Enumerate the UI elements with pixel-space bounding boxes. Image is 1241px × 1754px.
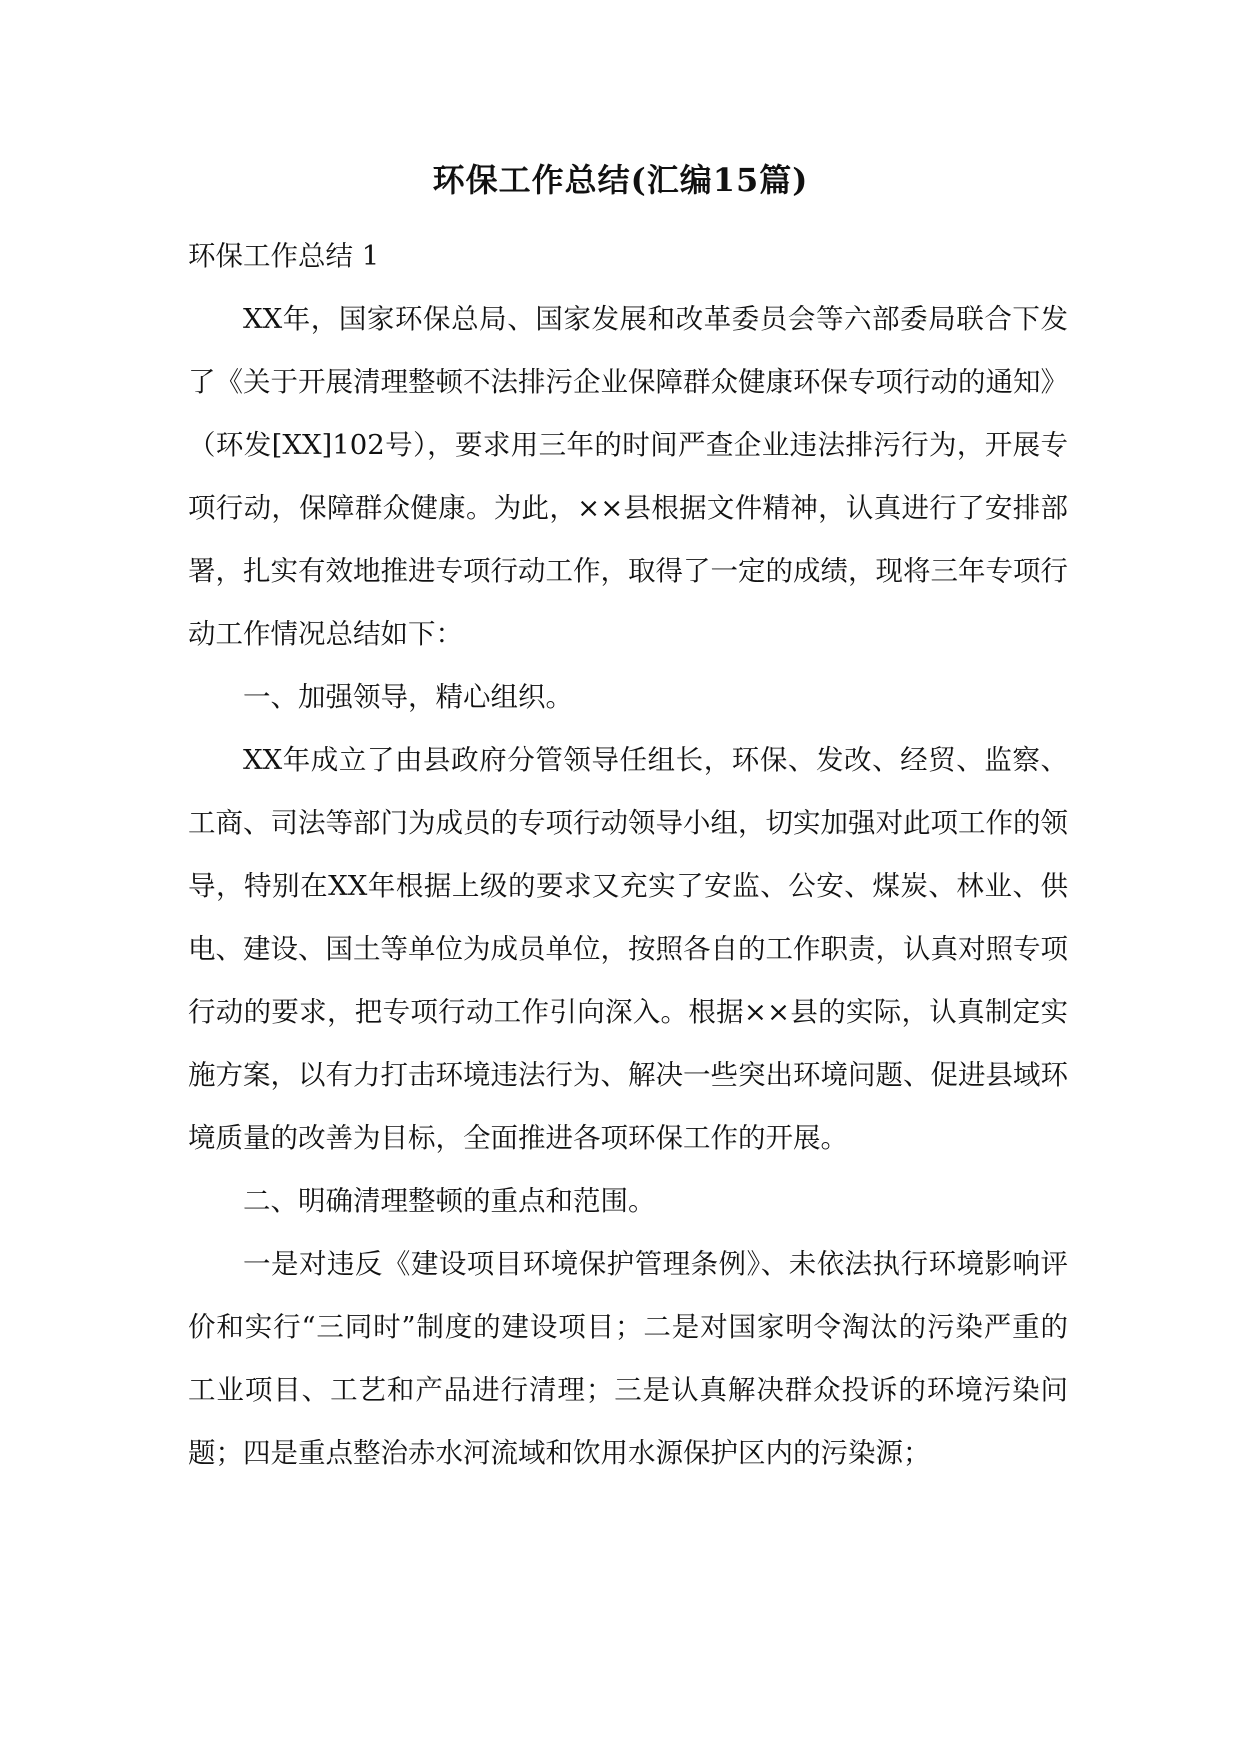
document-title: 环保工作总结(汇编15篇)	[432, 161, 809, 199]
paragraph-intro: XX年，国家环保总局、国家发展和改革委员会等六部委局联合下发了《关于开展清理整顿不法排污企业保障群众健康环保专项行动的通知》（环发[XX]102号），要求用三年的时间严查企业违法排污行为，开展专项行动，保障群众健康。为此，××县根据文件精神，认真进行了安排部署，扎实有效地推进专项行动工作，取得了一定的成绩，现将三年专项行动工作情况总结如下：	[188, 303, 1068, 650]
paragraph-scope: 一是对违反《建设项目环境保护管理条例》、未依法执行环境影响评价和实行“三同时”制度的建设项目；二是对国家明令淘汰的污染严重的工业项目、工艺和产品进行清理；三是认真解决群众投诉的环境污染问题；四是重点整治赤水河流域和饮用水源保护区内的污染源；	[188, 1248, 1068, 1469]
section-subtitle: 环保工作总结 1	[188, 240, 380, 272]
document-body	[188, 225, 1068, 1485]
paragraph-heading-2: 二、明确清理整顿的重点和范围。	[243, 1185, 656, 1217]
paragraph-heading-1: 一、加强领导，精心组织。	[243, 681, 573, 713]
paragraph-leadership: XX年成立了由县政府分管领导任组长，环保、发改、经贸、监察、工商、司法等部门为成员的专项行动领导小组，切实加强对此项工作的领导，特别在XX年根据上级的要求又充实了安监、公安、煤炭、林业、供电、建设、国土等单位为成员单位，按照各自的工作职责，认真对照专项行动的要求，把专项行动工作引向深入。根据××县的实际，认真制定实施方案，以有力打击环境违法行为、解决一些突出环境问题、促进县域环境质量的改善为目标，全面推进各项环保工作的开展。	[188, 744, 1068, 1154]
